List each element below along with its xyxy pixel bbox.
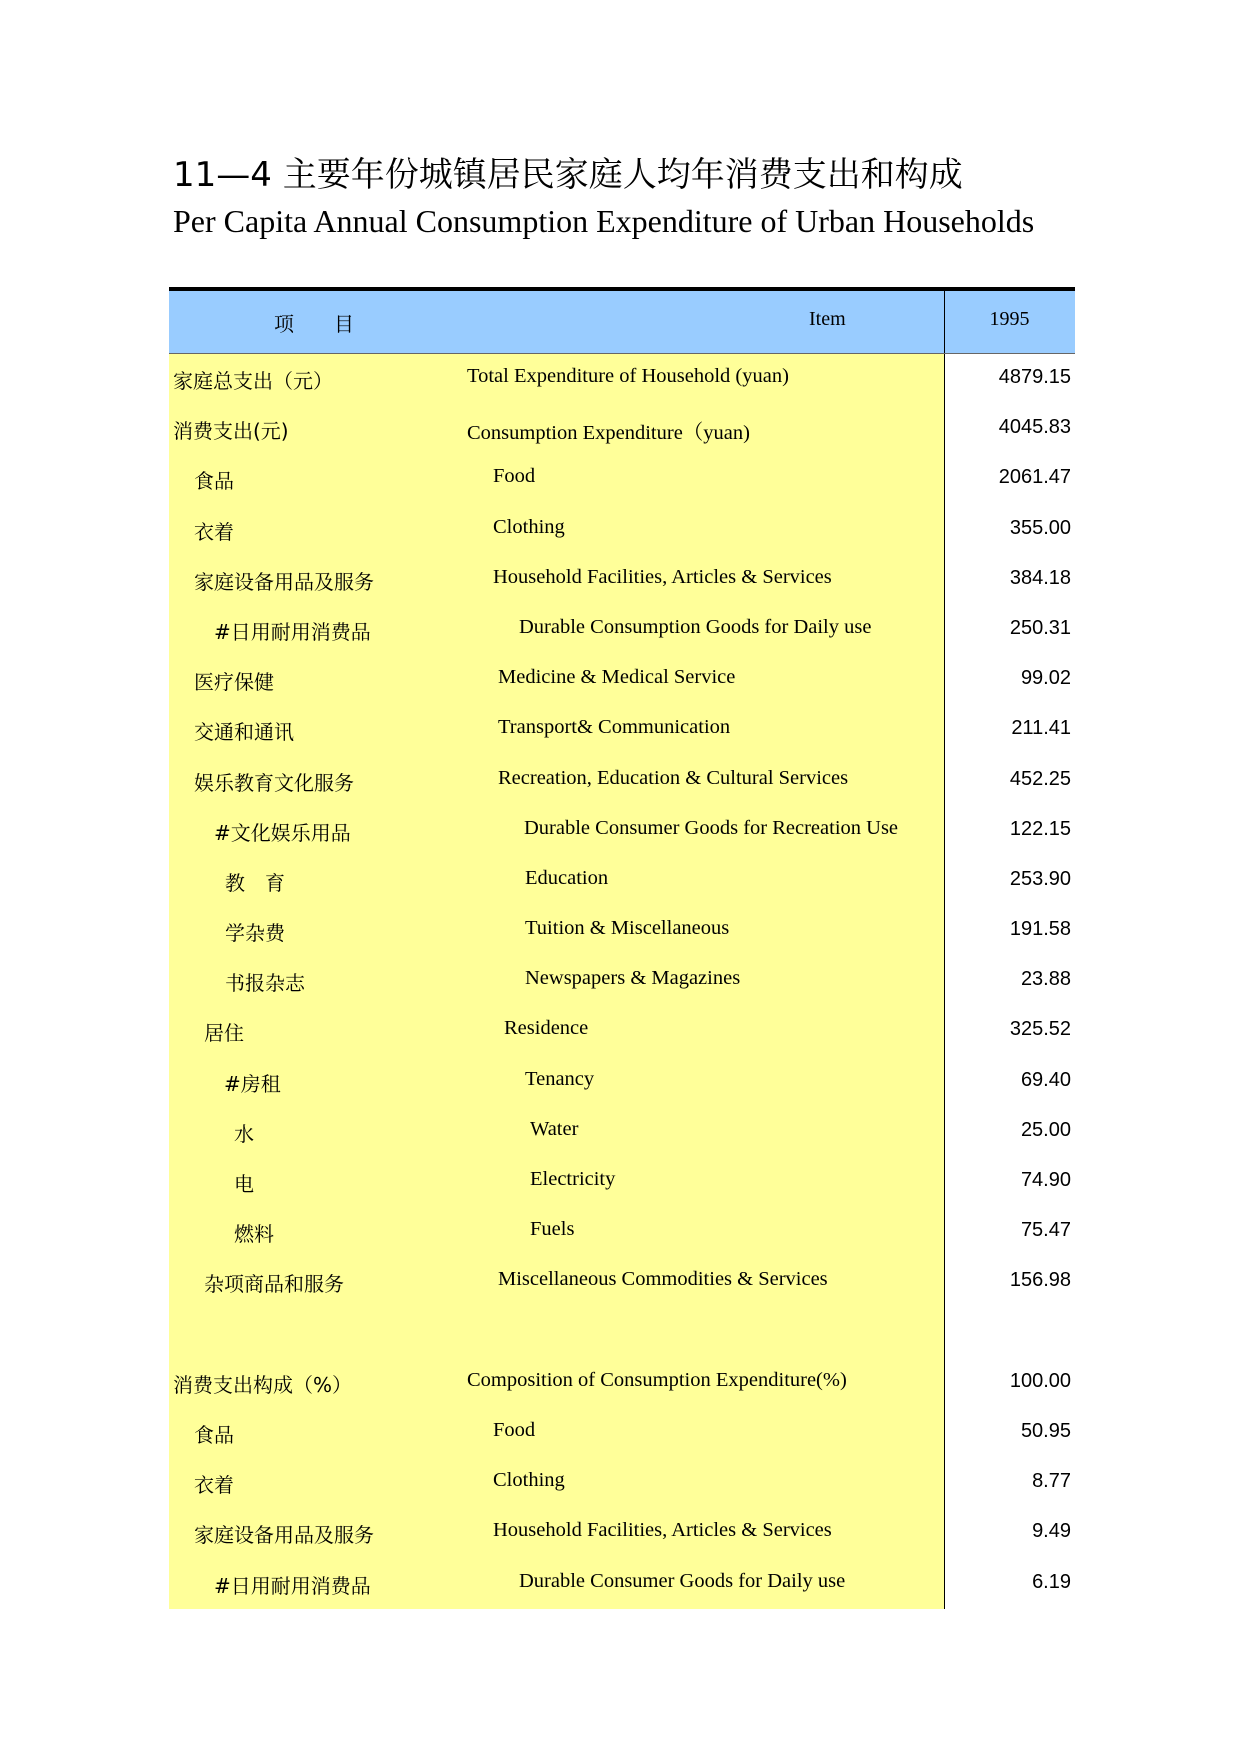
table-row: [169, 555, 1075, 605]
page-title-en: Per Capita Annual Consumption Expenditure of Urban Households: [173, 203, 1035, 239]
header-item-cn: 项 目: [274, 312, 354, 336]
header-year: 1995: [989, 308, 1030, 330]
column-divider: [944, 354, 945, 1609]
table-row: [169, 1308, 1075, 1358]
row-value: 6.19: [1032, 1570, 1071, 1593]
row-label-en: Residence: [504, 1017, 589, 1040]
row-label-cn: 学杂费: [225, 921, 285, 946]
table-row: [169, 1006, 1075, 1056]
row-value: 75.47: [1020, 1219, 1071, 1242]
table-row: [169, 1207, 1075, 1257]
row-label-cn: #房租: [224, 1071, 281, 1096]
table-row: [169, 505, 1075, 555]
row-value: 384.18: [1009, 566, 1071, 589]
row-label-cn: 水: [234, 1121, 254, 1146]
expenditure-table: [169, 287, 1075, 1609]
row-label-cn: 食品: [194, 469, 234, 494]
row-label-cn: 衣着: [194, 1473, 234, 1498]
table-header: [169, 291, 1075, 354]
row-label-en: Household Facilities, Articles & Services: [493, 565, 832, 588]
table-row: [169, 956, 1075, 1006]
table-row: [169, 705, 1075, 755]
row-label-en: Recreation, Education & Cultural Services: [498, 766, 849, 789]
row-value: 74.90: [1020, 1169, 1071, 1191]
row-label-en: Education: [525, 866, 609, 889]
row-label-en: Water: [530, 1117, 579, 1140]
table-row: [169, 454, 1075, 504]
row-label-cn: 电: [234, 1172, 254, 1196]
row-value: 355.00: [1009, 516, 1071, 539]
row-label-cn: 家庭总支出（元）: [173, 369, 333, 393]
row-label-en: Transport& Communication: [498, 716, 731, 739]
table-row: [169, 1358, 1075, 1408]
table-body: [169, 354, 1075, 1609]
row-label-en: Clothing: [493, 515, 565, 538]
row-value: 156.98: [1009, 1269, 1071, 1292]
row-value: 25.00: [1020, 1118, 1071, 1141]
row-label-cn: #文化娱乐用品: [214, 820, 351, 845]
row-label-en: Durable Consumption Goods for Daily use: [519, 615, 872, 638]
table-row: [169, 856, 1075, 906]
header-item-en: Item: [809, 308, 846, 330]
table-row: [169, 1408, 1075, 1458]
row-label-en: Durable Consumer Goods for Recreation Use: [524, 816, 899, 839]
row-background: [169, 1408, 944, 1458]
row-label-cn: 燃料: [234, 1222, 274, 1247]
row-value: 69.40: [1020, 1068, 1071, 1091]
row-label-cn: 教 育: [225, 870, 285, 895]
row-value: 122.15: [1009, 817, 1071, 840]
row-label-cn: 消费支出(元): [173, 419, 289, 444]
table-row: [169, 1107, 1075, 1157]
row-label-en: Newspapers & Magazines: [525, 967, 741, 990]
table-row: [169, 1559, 1075, 1609]
table-row: [169, 605, 1075, 655]
row-label-en: Food: [493, 465, 536, 488]
row-label-en: Household Facilities, Articles & Services: [493, 1519, 832, 1542]
title-chinese-text: 主要年份城镇居民家庭人均年消费支出和构成: [282, 155, 963, 195]
column-divider: [944, 291, 945, 353]
row-label-cn: 家庭设备用品及服务: [194, 569, 374, 594]
page-title-cn: [173, 154, 963, 196]
row-label-en: Miscellaneous Commodities & Services: [498, 1268, 828, 1291]
row-value: 250.31: [1009, 616, 1071, 639]
row-label-en: Food: [493, 1418, 536, 1441]
row-label-cn: 家庭设备用品及服务: [194, 1523, 374, 1548]
row-value: 8.77: [1032, 1470, 1071, 1493]
row-label-cn: 书报杂志: [225, 971, 305, 996]
table-row: [169, 1257, 1075, 1307]
row-label-en: Tuition & Miscellaneous: [525, 917, 730, 940]
row-label-cn: 医疗保健: [194, 670, 274, 695]
row-label-cn: 消费支出构成（%）: [173, 1372, 353, 1397]
row-value: 211.41: [1011, 717, 1071, 740]
row-label-en: Durable Consumer Goods for Daily use: [519, 1569, 846, 1592]
row-value: 4045.83: [998, 416, 1071, 439]
row-label-en: Total Expenditure of Household (yuan): [467, 365, 789, 387]
table-row: [169, 1458, 1075, 1508]
row-value: 191.58: [1009, 918, 1071, 941]
row-value: 50.95: [1020, 1419, 1071, 1442]
row-label-en: Consumption Expenditure（yuan): [467, 422, 750, 445]
table-row: [169, 806, 1075, 856]
table-row: [169, 1508, 1075, 1558]
row-value: 452.25: [1009, 767, 1071, 790]
row-value: 23.88: [1020, 968, 1071, 991]
row-label-en: Composition of Consumption Expenditure(%): [467, 1368, 847, 1391]
table-row: [169, 354, 1075, 404]
row-value: 325.52: [1009, 1018, 1071, 1041]
row-value: 2061.47: [998, 466, 1071, 489]
row-label-en: Fuels: [530, 1218, 575, 1241]
row-label-en: Tenancy: [525, 1067, 595, 1090]
row-value: 100.00: [1009, 1369, 1071, 1392]
row-value: 4879.15: [998, 366, 1071, 388]
row-label-cn: 交通和通讯: [194, 720, 294, 745]
table-number: 11—4: [173, 155, 272, 195]
row-label-cn: 衣着: [194, 519, 234, 544]
row-label-en: Medicine & Medical Service: [498, 666, 736, 689]
row-label-en: Electricity: [530, 1168, 616, 1190]
table-row: [169, 906, 1075, 956]
row-label-cn: 杂项商品和服务: [204, 1272, 344, 1297]
row-value: 253.90: [1009, 867, 1071, 890]
table-row: [169, 1157, 1075, 1207]
row-value: 9.49: [1032, 1520, 1071, 1543]
row-label-en: Clothing: [493, 1469, 565, 1492]
row-label-cn: 居住: [204, 1021, 244, 1046]
table-row: [169, 756, 1075, 806]
row-label-cn: 食品: [194, 1422, 234, 1447]
row-label-cn: 娱乐教育文化服务: [194, 770, 354, 795]
table-row: [169, 1057, 1075, 1107]
row-background: [169, 454, 944, 504]
table-row: [169, 404, 1075, 454]
row-value: 99.02: [1020, 667, 1071, 690]
row-background: [169, 1308, 944, 1358]
row-label-cn: #日用耐用消费品: [214, 619, 371, 644]
table-row: [169, 655, 1075, 705]
row-label-cn: #日用耐用消费品: [214, 1573, 371, 1598]
